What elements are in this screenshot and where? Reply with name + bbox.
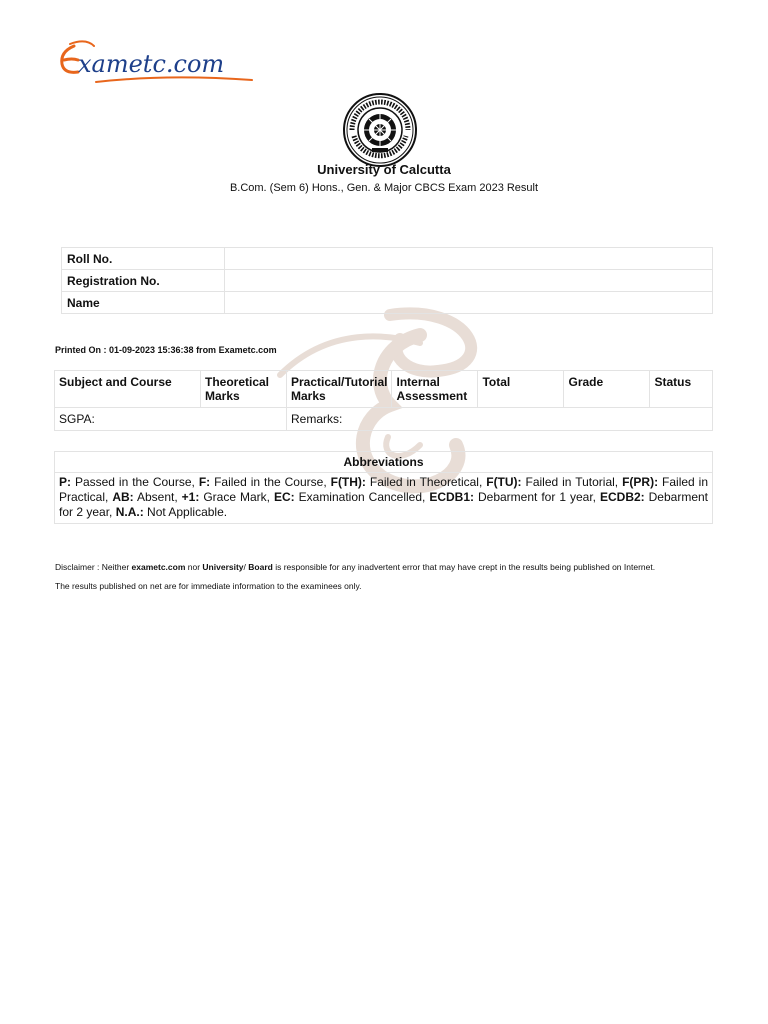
- results-table: [54, 370, 713, 431]
- printed-on: Printed On : 01-09-2023 15:36:38 from Exametc.com: [55, 345, 277, 355]
- abbr-meaning: Failed in Tutorial,: [521, 475, 623, 489]
- registration-no-label: Registration No.: [62, 270, 225, 292]
- abbr-code: +1:: [181, 490, 200, 504]
- disclaimer-line-2: The results published on net are for immediate information to the examinees only.: [55, 581, 362, 591]
- results-header-row: [55, 371, 713, 408]
- col-practical-header: Practical/Tutorial Marks: [287, 371, 392, 408]
- abbreviations-table: [54, 451, 713, 524]
- abbr-code: N.A.:: [115, 505, 144, 519]
- abbr-meaning: Examination Cancelled,: [294, 490, 430, 504]
- col-theoretical-header: Theoretical Marks: [201, 371, 287, 408]
- registration-no-value: [225, 270, 713, 292]
- university-seal-icon: [342, 92, 418, 168]
- abbr-meaning: Debarment for 2 year,: [59, 490, 708, 519]
- disclaimer-text: /: [243, 562, 249, 572]
- col-status-header: Status: [650, 371, 713, 408]
- abbr-meaning: Grace Mark,: [199, 490, 274, 504]
- remarks-label: Remarks:: [287, 408, 713, 431]
- abbr-meaning: Debarment for 1 year,: [474, 490, 600, 504]
- abbr-meaning: Failed in Practical,: [59, 475, 708, 504]
- abbr-meaning: Failed in the Course,: [210, 475, 331, 489]
- col-total-header: Total: [478, 371, 564, 408]
- col-grade-header: Grade: [564, 371, 650, 408]
- abbr-meaning: Passed in the Course,: [71, 475, 199, 489]
- abbr-code: EC:: [273, 490, 295, 504]
- exam-title: B.Com. (Sem 6) Hons., Gen. & Major CBCS Exam 2023 Result: [229, 182, 539, 194]
- info-row-registration: [62, 270, 713, 292]
- abbr-code: F(PR):: [622, 475, 659, 489]
- disclaimer-site: exametc.com: [131, 562, 186, 572]
- abbr-meaning: Not Applicable.: [143, 505, 228, 519]
- col-internal-header: Internal Assessment: [392, 371, 478, 408]
- name-value: [225, 292, 713, 314]
- abbr-code: ECDB1:: [429, 490, 475, 504]
- abbr-code: F(TH):: [330, 475, 366, 489]
- abbr-meaning: Failed in Theoretical,: [365, 475, 487, 489]
- info-row-name: [62, 292, 713, 314]
- col-subject-header: Subject and Course: [55, 371, 201, 408]
- disclaimer-text: is responsible for any inadvertent error that may have crept in the results being published on Internet.: [272, 562, 656, 572]
- abbreviations-title: Abbreviations: [55, 452, 713, 473]
- name-label: Name: [62, 292, 225, 314]
- roll-no-label: Roll No.: [62, 248, 225, 270]
- abbr-code: ECDB2:: [599, 490, 645, 504]
- roll-no-value: [225, 248, 713, 270]
- disclaimer-university: University: [202, 562, 244, 572]
- disclaimer-text: nor: [185, 562, 203, 572]
- sgpa-row: [55, 408, 713, 431]
- abbr-code: F:: [198, 475, 211, 489]
- svg-text:xametc.com: xametc.com: [78, 50, 225, 78]
- abbr-code: AB:: [112, 490, 134, 504]
- student-info-table: [61, 247, 713, 314]
- abbr-code: F(TU):: [486, 475, 522, 489]
- sgpa-label: SGPA:: [55, 408, 287, 431]
- info-row-roll: [62, 248, 713, 270]
- abbr-meaning: Absent,: [133, 490, 182, 504]
- abbreviations-body: [55, 473, 713, 524]
- abbr-code: P:: [59, 475, 71, 489]
- disclaimer-line-1: [55, 562, 655, 572]
- university-name: University of Calcutta: [317, 162, 451, 177]
- disclaimer-text: Disclaimer : Neither: [55, 562, 132, 572]
- disclaimer-board: Board: [248, 562, 273, 572]
- exametc-logo[interactable]: [56, 38, 266, 90]
